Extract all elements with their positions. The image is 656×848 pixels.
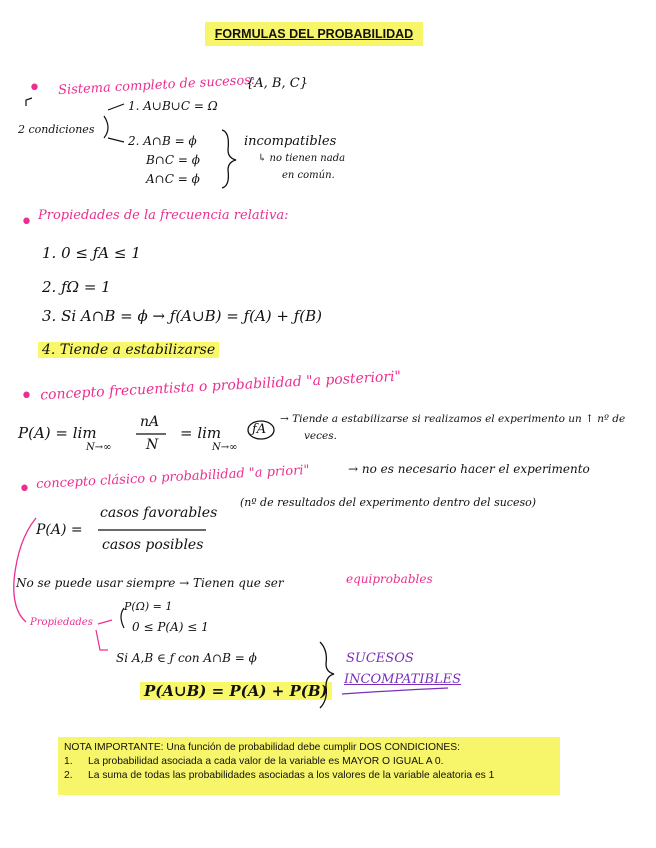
condition-2-line2: B∩C = ϕ [146,153,200,167]
cannot-use-always: No se puede usar siempre → Tienen que ser [16,576,284,590]
fraction-denominator: N [146,437,159,453]
condition-2-line3: A∩C = ϕ [146,172,200,186]
incompatibles-label: incompatibles [244,134,337,149]
note-title: NOTA IMPORTANTE: Una función de probabilidad debe cumplir DOS CONDICIONES: [64,742,461,753]
property-4: 4. Tiende a estabilizarse [38,342,219,358]
section4-heading: concepto clásico o probabilidad "a priori" [35,462,310,493]
sucesos-label-1: SUCESOS [346,651,414,666]
bullet-dot: • [20,384,33,409]
fa-circled: ƒA [252,422,267,437]
section3-heading: concepto frecuentista o probabilidad "a posteriori" [39,368,402,404]
property-2: 2. ƒΩ = 1 [42,278,111,296]
classic-prop-3: Si A,B ∈ ƒ con A∩B = ϕ [116,651,257,665]
important-note-box [58,737,560,795]
incompatibles-note-2: en común. [282,170,335,181]
property-1: 1. 0 ≤ ƒA ≤ 1 [42,244,141,262]
classic-denominator: casos posibles [102,537,204,553]
equals-lim: = lim [180,424,222,442]
pa-lim: P(A) = lim [18,424,97,442]
properties-label: Propiedades [30,617,93,628]
bullet-dot: • [20,210,33,235]
note-item-text: La probabilidad asociada a cada valor de la variable es MAYOR O IGUAL A 0. [88,756,444,767]
section4-heading-note: → no es necesario hacer el experimento [348,462,590,476]
bullet-dot: • [18,477,31,502]
fraction-numerator: nA [140,414,160,430]
note-item [64,755,554,769]
condition-2-line1: 2. A∩B = ϕ [128,134,197,148]
page-title: FORMULAS DEL PROBABILIDAD [205,22,423,46]
sucesos-label-2: INCOMPATIBLES [344,672,462,687]
posteriori-note-2: veces. [304,430,337,442]
conditions-label: 2 condiciones [18,123,95,136]
classic-numerator-note: (nº de resultados del experimento dentro del suceso) [240,496,537,509]
bullet-dot: • [28,76,41,101]
section2-heading: Propiedades de la frecuencia relativa: [38,208,289,223]
classic-pa: P(A) = [36,522,83,538]
incompatibles-note-1: ↳ no tienen nada [258,153,346,164]
classic-numerator: casos favorables [100,505,218,521]
classic-prop-2: 0 ≤ P(A) ≤ 1 [132,620,209,634]
section1-heading: Sistema completo de sucesos: [57,72,256,99]
classic-prop-1: P(Ω) = 1 [124,600,173,613]
posteriori-note: → Tiende a estabilizarse si realizamos el experimento un ↑ nº de [280,413,626,425]
note-item [64,769,554,783]
property-3: 3. Si A∩B = ϕ → ƒ(A∪B) = ƒ(A) + ƒ(B) [42,307,323,325]
classic-prop-4: P(A∪B) = P(A) + P(B) [140,682,332,700]
lim-subscript: N→∞ [86,442,112,453]
equiprobables: equiprobables [346,572,433,586]
lim-subscript-2: N→∞ [212,442,238,453]
section1-set: {A, B, C} [246,76,308,91]
note-item-number: 1. [64,756,73,767]
note-item-number: 2. [64,770,73,781]
note-item-text: La suma de todas las probabilidades asociadas a los valores de la variable aleatoria es 1 [88,770,495,781]
condition-1: 1. A∪B∪C = Ω [128,99,218,113]
